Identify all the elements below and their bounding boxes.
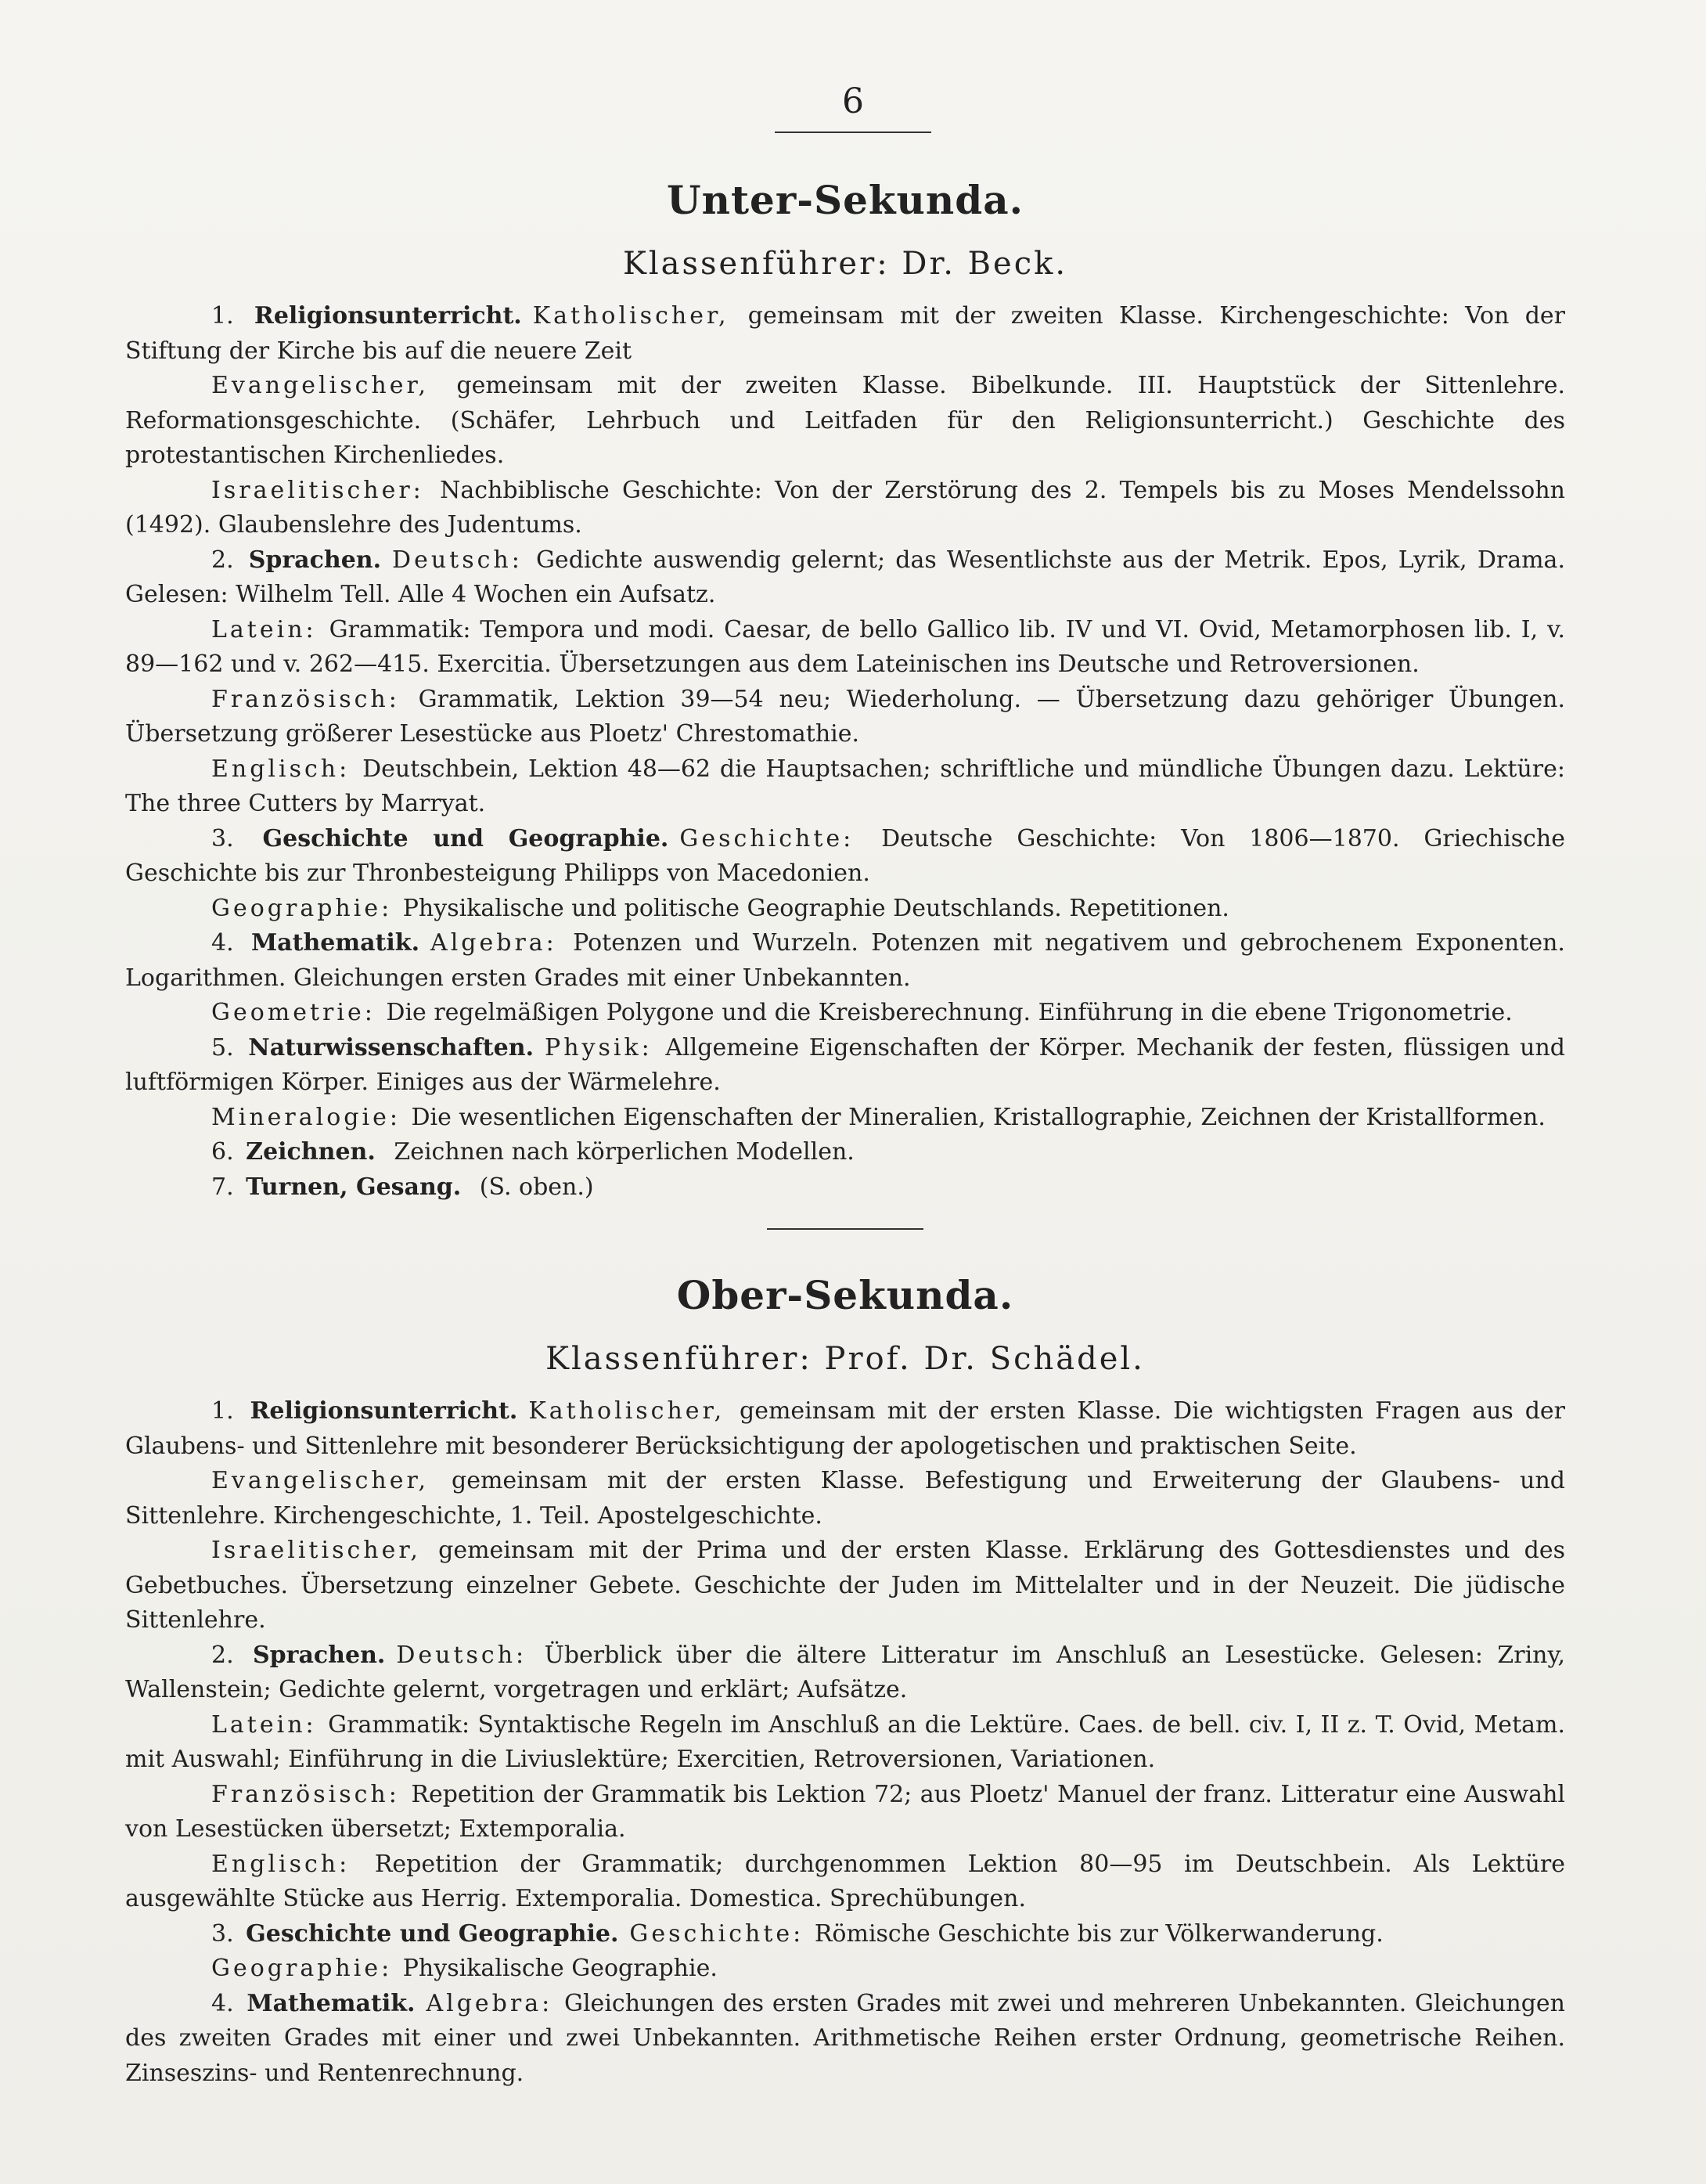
subject-heading: Geschichte und Geographie. [246, 1919, 619, 1948]
sub-heading: Israelitischer, [211, 1537, 421, 1564]
paragraph-text: Physikalische Geographie. [402, 1955, 718, 1982]
paragraph-text: gemeinsam mit der Prima und der ersten Klasse. Erklärung des Gottesdienstes und des Gebetbuches. Übersetzung einzelner Gebete. Geschichte der Juden im Mittelalter und in der Neuzeit. Die jüdische Sittenlehre. [125, 1537, 1565, 1634]
paragraph-text: Deutschbein, Lektion 48—62 die Hauptsachen; schriftliche und mündliche Übungen dazu. Lektüre: The three Cutters by Marryat. [125, 755, 1565, 817]
paragraph-text: Deutsche Geschichte: Von 1806—1870. Griechische Geschichte bis zur Thronbesteigung Philipps von Macedonien. [125, 824, 1565, 887]
paragraph-geographie [125, 1952, 1565, 1987]
sub-heading: Französisch: [211, 685, 400, 713]
paragraph-text: Grammatik, Lektion 39—54 neu; Wiederholung. — Übersetzung dazu gehöriger Übungen. Übersetzung größerer Lesestücke aus Ploetz' Chrestomathie. [125, 685, 1565, 748]
sub-heading: Geometrie: [211, 999, 376, 1026]
paragraph-englisch [125, 752, 1565, 822]
sub-heading: Geschichte: [679, 824, 855, 852]
subject-heading: Sprachen. [253, 1641, 386, 1669]
paragraph-text: Nachbiblische Geschichte: Von der Zerstörung des 2. Tempels bis zu Moses Mendelssohn (1492). Glaubenslehre des Judentums. [125, 476, 1565, 539]
item-number: 3. [211, 1919, 234, 1948]
page-number: 6 [842, 81, 864, 121]
sub-heading: Mineralogie: [211, 1103, 401, 1131]
item-number: 4. [211, 1989, 234, 2017]
item-number: 2. [211, 546, 234, 574]
paragraph-englisch [125, 1847, 1565, 1917]
paragraph-text: gemeinsam mit der zweiten Klasse. Bibelkunde. III. Hauptstück der Sittenlehre. Reformationsgeschichte. (Schäfer, Lehrbuch und Leitfaden für den Religionsunterricht.) Geschichte des protestantischen Kirchenliedes. [125, 372, 1565, 469]
item-number: 5. [211, 1033, 234, 1061]
paragraph-text: gemeinsam mit der ersten Klasse. Die wichtigsten Fragen aus der Glaubens- und Sittenlehre mit besonderer Berücksichtigung der apologetischen und praktischen Seite. [125, 1397, 1565, 1460]
section-title: Ober-Sekunda. [676, 1272, 1014, 1318]
paragraph-naturwissenschaften [125, 1031, 1565, 1101]
paragraph-turnen [125, 1170, 1565, 1206]
paragraph-religion [125, 1394, 1565, 1464]
paragraph-latein [125, 1708, 1565, 1778]
paragraph-zeichnen [125, 1135, 1565, 1170]
paragraph-text: Gleichungen des ersten Grades mit zwei und mehreren Unbekannten. Gleichungen des zweiten Grades mit einer und zwei Unbekannten. Arithmetische Reihen erster Ordnung, geometrische Reihen. Zinseszins- und Rentenrechnung. [125, 1989, 1565, 2087]
sub-heading: Algebra: [426, 1989, 553, 2017]
sub-heading: Französisch: [211, 1780, 400, 1808]
paragraph-text: Allgemeine Eigenschaften der Körper. Mechanik der festen, flüssigen und luftförmigen Körper. Einiges aus der Wärmelehre. [125, 1033, 1565, 1096]
item-number: 6. [211, 1138, 234, 1166]
sub-heading: Deutsch: [392, 546, 523, 574]
subject-heading: Zeichnen. [246, 1138, 376, 1166]
paragraph-mineralogie [125, 1101, 1565, 1136]
subject-heading: Mathematik. [250, 929, 420, 957]
paragraph-text: Gedichte auswendig gelernt; das Wesentlichste aus der Metrik. Epos, Lyrik, Drama. Gelesen: Wilhelm Tell. Alle 4 Wochen ein Aufsatz. [125, 546, 1565, 608]
paragraph-text: Repetition der Grammatik; durchgenommen Lektion 80—95 im Deutschbein. Als Lektüre ausgewählte Stücke aus Herrig. Extemporalia. Domestica. Sprechübungen. [125, 1850, 1565, 1912]
page-number-rule [775, 132, 931, 133]
subject-heading: Mathematik. [247, 1989, 416, 2017]
paragraph-text: Grammatik: Tempora und modi. Caesar, de bello Gallico lib. IV und VI. Ovid, Metamorphosen lib. I, v. 89—162 und v. 262—415. Exercitia. Übersetzungen aus dem Lateinischen ins Deutsche und Retroversionen. [125, 615, 1565, 678]
item-number: 7. [211, 1173, 234, 1201]
subject-heading: Religionsunterricht. [250, 1397, 518, 1425]
item-number: 1. [211, 302, 234, 330]
paragraph-latein [125, 613, 1565, 683]
item-number: 2. [211, 1641, 234, 1669]
paragraph-evangelisch [125, 1464, 1565, 1533]
paragraph-text: Repetition der Grammatik bis Lektion 72; aus Ploetz' Manuel der franz. Litteratur eine Auswahl von Lesestücken übersetzt; Extemporalia. [125, 1780, 1565, 1843]
paragraph-franzoesisch [125, 683, 1565, 752]
sub-heading: Algebra: [430, 929, 557, 957]
paragraph-text: Die wesentlichen Eigenschaften der Mineralien, Kristallographie, Zeichnen der Kristallformen. [411, 1103, 1546, 1131]
subject-heading: Naturwissenschaften. [248, 1033, 534, 1061]
paragraph-geographie [125, 892, 1565, 927]
sub-heading: Evangelischer, [211, 372, 430, 399]
class-teacher: Klassenführer: Dr. Beck. [622, 246, 1068, 282]
paragraph-text: gemeinsam mit der ersten Klasse. Befestigung und Erweiterung der Glaubens- und Sittenlehre. Kirchengeschichte, 1. Teil. Apostelgeschichte. [125, 1467, 1565, 1530]
subject-heading: Sprachen. [248, 546, 382, 574]
sub-heading: Englisch: [211, 755, 351, 783]
class-teacher: Klassenführer: Prof. Dr. Schädel. [545, 1341, 1145, 1377]
item-number: 3. [211, 824, 234, 852]
paragraph-mathematik [125, 1987, 1565, 2092]
paragraph-sprachen [125, 543, 1565, 613]
paragraph-geschichte [125, 1917, 1565, 1952]
section-divider [767, 1228, 923, 1230]
sub-heading: Katholischer, [528, 1397, 725, 1425]
paragraph-franzoesisch [125, 1778, 1565, 1847]
paragraph-text: Römische Geschichte bis zur Völkerwanderung. [814, 1919, 1384, 1948]
sub-heading: Englisch: [211, 1850, 351, 1878]
paragraph-geschichte [125, 822, 1565, 892]
sub-heading: Evangelischer, [211, 1467, 430, 1494]
paragraph-geometrie [125, 996, 1565, 1031]
subject-heading: Religionsunterricht. [254, 302, 522, 330]
paragraph-text: (S. oben.) [479, 1173, 594, 1201]
paragraph-evangelisch [125, 369, 1565, 474]
sub-heading: Katholischer, [532, 302, 729, 330]
paragraph-sprachen [125, 1638, 1565, 1708]
paragraph-text: Überblick über die ältere Litteratur im Anschluß an Lesestücke. Gelesen: Zriny, Wallenstein; Gedichte gelernt, vorgetragen und erklärt; Aufsätze. [125, 1641, 1565, 1703]
paragraph-israelitisch [125, 1533, 1565, 1638]
subject-heading: Turnen, Gesang. [246, 1173, 462, 1201]
paragraph-text: Physikalische und politische Geographie Deutschlands. Repetitionen. [402, 894, 1229, 922]
sub-heading: Geographie: [211, 1955, 393, 1982]
sub-heading: Latein: [211, 615, 317, 643]
paragraph-text: Zeichnen nach körperlichen Modellen. [394, 1138, 855, 1166]
paragraph-text: Die regelmäßigen Polygone und die Kreisberechnung. Einführung in die ebene Trigonometrie. [386, 999, 1513, 1026]
item-number: 4. [211, 929, 234, 957]
paragraph-mathematik [125, 926, 1565, 996]
section-ober-sekunda [125, 1272, 1565, 2091]
sub-heading: Geographie: [211, 894, 393, 922]
sub-heading: Physik: [545, 1033, 653, 1061]
sub-heading: Israelitischer: [211, 476, 424, 504]
section-title: Unter-Sekunda. [667, 177, 1024, 223]
paragraph-israelitisch [125, 474, 1565, 543]
section-unter-sekunda [125, 177, 1565, 1205]
sub-heading: Latein: [211, 1710, 317, 1739]
paragraph-text: Potenzen und Wurzeln. Potenzen mit negativem und gebrochenem Exponenten. Logarithmen. Gleichungen ersten Grades mit einer Unbekannten. [125, 929, 1565, 992]
sub-heading: Geschichte: [629, 1919, 804, 1948]
subject-heading: Geschichte und Geographie. [262, 824, 669, 852]
sub-heading: Deutsch: [396, 1641, 527, 1669]
paragraph-text: Grammatik: Syntaktische Regeln im Anschluß an die Lektüre. Caes. de bell. civ. I, II z. T. Ovid, Metam. mit Auswahl; Einführung in die Liviuslektüre; Exercitien, Retroversionen, Variationen. [125, 1710, 1565, 1773]
item-number: 1. [211, 1397, 234, 1425]
paragraph-religion [125, 299, 1565, 369]
paragraph-text: gemeinsam mit der zweiten Klasse. Kirchengeschichte: Von der Stiftung der Kirche bis auf die neuere Zeit [125, 302, 1565, 365]
